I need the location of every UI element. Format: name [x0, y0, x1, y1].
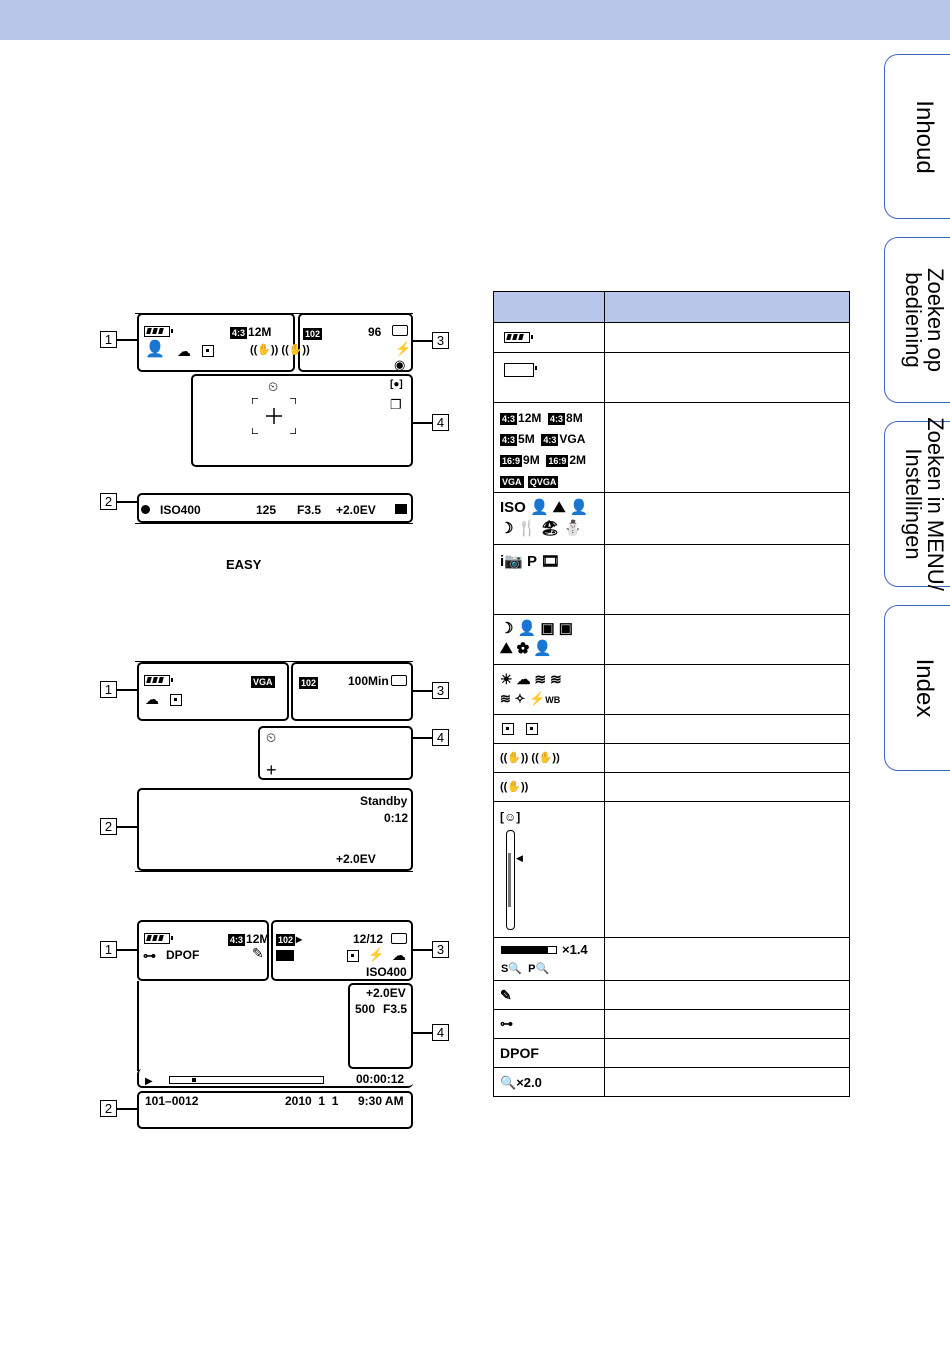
screen1-shutter: 125 [256, 503, 277, 517]
table-row-zoom [494, 937, 849, 980]
flash-off-icon: ⚡ [395, 341, 412, 356]
recording-clock: 9:30 AM [358, 1094, 404, 1108]
elapsed-time: 00:00:12 [356, 1072, 405, 1086]
folder-indicator: 102 [301, 678, 317, 688]
screen1-aperture: F3.5 [297, 503, 322, 517]
screen2-area4 [258, 726, 413, 780]
smile-sensitivity-bar [506, 830, 515, 930]
table-row-protect [494, 1009, 849, 1038]
remaining-time: 100Min [348, 674, 389, 688]
callout-line [117, 826, 137, 828]
screen3-iso: ISO400 [366, 965, 407, 979]
white-balance-cloudy-icon: ☁ [145, 691, 159, 707]
table-row-playback-zoom [494, 1067, 849, 1097]
screen3-area1 [137, 920, 269, 981]
screen3-left-edge [137, 981, 139, 1071]
callout-2: 2 [100, 818, 117, 835]
table-row-scene-recognition [494, 614, 849, 664]
zoom-smart-icon: S🔍 P🔍 [501, 963, 550, 975]
callout-line [117, 339, 137, 341]
protect-key-icon: ⊶ [500, 1016, 513, 1031]
table-row-white-balance [494, 664, 849, 714]
scene-icons-row-2: ☽ 🍴 🏖 ⛄ [500, 520, 583, 537]
standby-status: Standby [360, 794, 408, 808]
recording-dot-icon [141, 505, 150, 514]
screen1-ev: +2.0EV [336, 503, 376, 517]
tab-zoeken-op-bediening[interactable] [884, 237, 950, 403]
metering-multi-icon [502, 723, 514, 735]
callout-line [413, 340, 432, 342]
callout-line [117, 689, 137, 691]
self-timer-icon: ⏲ [266, 730, 277, 745]
playback-bar[interactable] [169, 1076, 324, 1084]
screen3-aperture: F3.5 [383, 1002, 408, 1016]
callout-2: 2 [100, 1100, 117, 1117]
tab-index-label: Index [911, 658, 938, 718]
playback-mode-icon [276, 950, 294, 961]
face-detection-off-icon: [●] [390, 379, 403, 390]
screen2-ev: +2.0EV [336, 852, 376, 866]
callout-1: 1 [100, 681, 117, 698]
callout-4: 4 [432, 729, 449, 746]
protect-key-icon: ⊶ [143, 948, 156, 963]
recording-time: 0:12 [384, 811, 409, 825]
easy-mode-label: EASY [226, 557, 262, 572]
playback-position [192, 1078, 196, 1082]
table-header [494, 292, 849, 322]
metering-multi-icon [170, 694, 182, 706]
burst-icon: ❐ [390, 397, 402, 412]
image-size-indicator: 4:3 12M [232, 325, 272, 339]
smile-sensitivity-pointer: ◀ [516, 853, 523, 863]
image-size-row-4: VGA QVGA [502, 477, 557, 487]
battery-icon [504, 332, 530, 343]
battery-icon [144, 675, 170, 686]
image-size-row-1: 4:3 12M 4:3 8M [502, 411, 583, 425]
tab-zoeken-op-bediening-label: Zoeken op bediening [901, 268, 948, 372]
flash-off-icon: ⚡ [368, 947, 385, 962]
crosshair-icon: + [266, 760, 277, 780]
metering-spot-icon [347, 950, 359, 962]
white-balance-row-1: ☀ ☁ ≋ ≋ [500, 671, 562, 687]
image-counter: 12/12 [353, 932, 384, 946]
play-icon[interactable]: ▶ [145, 1076, 153, 1087]
callout-line [413, 737, 432, 739]
table-dpof: DPOF [500, 1045, 539, 1061]
zoom-bar-fill [502, 947, 548, 953]
table-row-image-size [494, 402, 849, 492]
callout-3: 3 [432, 941, 449, 958]
zoom-value: ×1.4 [562, 942, 588, 957]
callout-1: 1 [100, 331, 117, 348]
tab-zoeken-in-menu[interactable] [884, 417, 950, 591]
tab-zoeken-in-menu-label: Zoeken in MENU/ Instellingen [901, 417, 948, 591]
header-bar [0, 0, 950, 40]
screen2-area1 [137, 662, 289, 721]
callout-line [117, 1108, 137, 1110]
battery-icon [144, 326, 170, 337]
folder-indicator: 102 [305, 329, 321, 339]
tab-inhoud[interactable] [884, 54, 950, 219]
playback-zoom-icon: 🔍×2.0 [500, 1075, 542, 1090]
table-row-battery [494, 322, 849, 352]
memory-card-icon [392, 325, 408, 336]
callout-line [413, 949, 432, 951]
image-size-row-3: 16:9 9M 16:9 2M [502, 453, 587, 467]
callout-3: 3 [432, 682, 449, 699]
table-row-print [494, 980, 849, 1009]
callout-line [117, 501, 137, 503]
remaining-count: 96 [368, 325, 382, 339]
indicator-table [493, 291, 850, 1097]
table-row-steadyshot [494, 743, 849, 772]
callout-4: 4 [432, 414, 449, 431]
screen3-ev: +2.0EV [366, 986, 406, 1000]
screen3-shutter: 500 [355, 1002, 376, 1016]
callout-line [413, 422, 432, 424]
battery-empty-icon [504, 363, 534, 377]
file-number: 101–0012 [145, 1094, 199, 1108]
folder-indicator: 102 ▸ [278, 932, 303, 946]
scene-recognition-row-1: ☽ 👤 ▣ ▣ [500, 620, 573, 637]
image-size-row-2: 4:3 5M 4:3 VGA [502, 432, 586, 446]
table-row-smile-sensitivity [494, 801, 849, 937]
table-row-battery-low [494, 352, 849, 402]
af-frame-icon [252, 398, 296, 434]
mode-icons: i📷 P 🎞 [500, 553, 560, 570]
image-size-indicator: 4:3 12M [230, 932, 270, 946]
table-row-metering [494, 714, 849, 743]
zoom-bar [501, 946, 557, 954]
metering-spot-icon [526, 723, 538, 735]
white-balance-cloudy-icon: ☁ [392, 947, 406, 963]
metering-spot-icon [202, 345, 214, 357]
screen2-area3 [291, 662, 413, 721]
histogram-icon [395, 504, 407, 514]
blur-warning-icon: ((✋)) [500, 781, 529, 793]
battery-icon [144, 933, 170, 944]
white-balance-row-2: ≋ ✧ ⚡WB [500, 691, 561, 706]
smile-sensitivity-fill [508, 853, 511, 907]
steadyshot-icon: ((✋)) ((✋)) [250, 344, 310, 356]
scene-portrait-icon: 👤 [145, 341, 165, 358]
white-balance-cloudy-icon: ☁ [177, 343, 191, 359]
dpof-indicator: DPOF [166, 948, 200, 962]
callout-line [117, 949, 137, 951]
table-row-mode [494, 544, 849, 614]
self-timer-icon: ⏲ [268, 379, 279, 394]
print-mark-icon: ✎ [252, 945, 264, 961]
callout-1: 1 [100, 941, 117, 958]
recording-date: 2010 1 1 [285, 1094, 339, 1108]
callout-2: 2 [100, 493, 117, 510]
smile-icon: [☺] [500, 810, 521, 824]
table-row-scene [494, 492, 849, 544]
callout-line [413, 1032, 432, 1034]
tab-index[interactable] [884, 605, 950, 771]
callout-4: 4 [432, 1024, 449, 1041]
table-row-blur-warning [494, 772, 849, 801]
print-mark-icon: ✎ [500, 987, 512, 1003]
steadyshot-icons: ((✋)) ((✋)) [500, 752, 560, 764]
scene-icons-row-1: ISO 👤 ⛰ 👤 [500, 499, 589, 516]
movie-size-indicator: VGA [253, 677, 273, 687]
scene-recognition-row-2: ⛰ ✿ 👤 [500, 640, 553, 657]
screen1-area4 [191, 374, 413, 467]
callout-line [413, 690, 432, 692]
callout-3: 3 [432, 332, 449, 349]
tab-inhoud-label: Inhoud [911, 99, 938, 174]
memory-card-icon [391, 933, 407, 944]
table-row-dpof [494, 1038, 849, 1067]
screen1-iso: ISO400 [160, 503, 201, 517]
red-eye-icon: ◉ [394, 357, 406, 372]
memory-card-icon [391, 675, 407, 686]
